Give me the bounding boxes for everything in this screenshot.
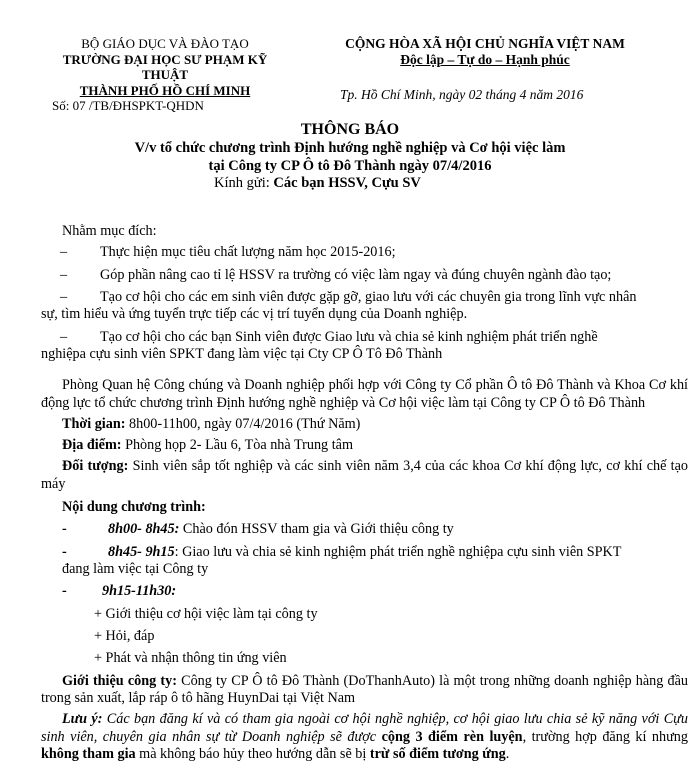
program-slot: [62, 544, 688, 561]
document-number: Số: 07 /TB/ĐHSPKT-QHDN: [52, 98, 204, 113]
slot-text: Chào đón HSSV tham gia và Giới thiệu công ty: [179, 521, 454, 538]
place-line: [62, 437, 688, 454]
city-name: THÀNH PHỐ HỒ CHÍ MINH: [79, 82, 251, 98]
time-line: [62, 416, 688, 433]
company-intro: [41, 673, 688, 708]
note-text: mà không báo hủy theo hướng dẫn sẽ bị: [135, 745, 370, 762]
program-slot: [62, 521, 688, 538]
purpose-item: [60, 329, 688, 346]
purpose-item: [60, 244, 688, 261]
nation-name: CỘNG HÒA XÃ HỘI CHỦ NGHĨA VIỆT NAM: [345, 36, 625, 51]
place-value: Phòng họp 2- Lầu 6, Tòa nhà Trung tâm: [121, 437, 353, 454]
title-subject-line2: tại Công ty CP Ô tô Đô Thành ngày 07/4/2016: [208, 158, 492, 174]
list-bullet: -: [62, 521, 67, 538]
slot-text: : Giao lưu và chia sẻ kinh nghiệm phát triển nghề nghiệpa cựu sinh viên SPKT: [174, 543, 622, 560]
target-label: Đối tượng:: [62, 458, 129, 475]
slot-time: 8h00- 8h45:: [108, 521, 180, 538]
note-text: , trường hợp đăng kí nhưng: [522, 728, 688, 745]
list-dash: –: [60, 244, 68, 261]
slot-time: 8h45- 9h15: [108, 543, 175, 560]
slot-subitem: + Giới thiệu cơ hội việc làm tại công ty: [94, 605, 318, 622]
university-name: TRƯỜNG ĐẠI HỌC SƯ PHẠM KỸ THUẬT: [62, 51, 268, 82]
slot-text-continuation: đang làm việc tại Công ty: [62, 561, 209, 577]
note-paragraph: [41, 711, 688, 763]
notice-body: [41, 223, 688, 763]
program-slot: [62, 583, 688, 600]
time-label: Thời gian:: [62, 415, 126, 432]
purpose-item-text: Góp phần nâng cao tỉ lệ HSSV ra trường có việc làm ngay và đúng chuyên ngành đào tạo;: [100, 266, 612, 283]
purpose-item-continuation: nghiệpa cựu sinh viên SPKT đang làm việc tại Cty CP Ô Tô Đô Thành: [41, 345, 443, 362]
slot-time: 9h15-11h30:: [102, 583, 177, 600]
company-label: Giới thiệu công ty:: [62, 672, 177, 689]
note-text: Các bạn đăng kí và có tham gia ngoài cơ hội nghề nghiệp, cơ hội giao lưu chia sẻ kỹ năng với Cựu sinh viên, chuyên gia nhân sự từ Doanh nghiệp sẽ được: [41, 711, 688, 745]
program-heading: Nội dung chương trình:: [62, 499, 206, 516]
note-end: .: [505, 745, 510, 762]
list-bullet: -: [62, 583, 67, 600]
list-dash: –: [60, 288, 68, 305]
note-absent: không tham gia: [41, 745, 136, 762]
list-dash: –: [60, 266, 68, 283]
target-value: Sinh viên sắp tốt nghiệp và các sinh viên năm 3,4 của các khoa Cơ khí động lực, cơ khí chế tạo máy: [41, 458, 688, 492]
purpose-item-text: Tạo cơ hội cho các em sinh viên được gặp gỡ, giao lưu với các chuyên gia trong lĩnh vực nhân: [100, 288, 637, 305]
company-text: Công ty CP Ô tô Đô Thành (DoThanhAuto) là một trong những doanh nghiệp hàng đầu trong sản xuất, lắp ráp ô tô hãng HuynDai tại Việt Nam: [41, 672, 688, 706]
purpose-item-text: Thực hiện mục tiêu chất lượng năm học 2015-2016;: [100, 244, 396, 261]
slot-subitem: + Phát và nhận thông tin ứng viên: [94, 650, 287, 667]
purpose-item: [60, 267, 688, 284]
title-heading: THÔNG BÁO: [300, 121, 400, 138]
note-label: Lưu ý:: [62, 711, 103, 728]
list-dash: –: [60, 328, 68, 345]
place-label: Địa điểm:: [62, 437, 122, 454]
recipient-value: Các bạn HSSV, Cựu SV: [273, 175, 421, 191]
purpose-item: [60, 289, 688, 306]
slot-subitem: + Hỏi, đáp: [94, 627, 155, 644]
issue-date: Tp. Hồ Chí Minh, ngày 02 tháng 4 năm 2016: [340, 87, 584, 102]
note-penalty: trừ số điểm tương ứng: [369, 745, 506, 762]
national-header: [300, 36, 670, 68]
list-bullet: -: [62, 543, 67, 560]
ministry-name: BỘ GIÁO DỤC VÀ ĐÀO TẠO: [81, 36, 249, 51]
target-line: [41, 458, 688, 493]
national-motto: Độc lập – Tự do – Hạnh phúc: [400, 52, 570, 67]
notice-title: [0, 120, 700, 175]
time-value: 8h00-11h00, ngày 07/4/2016 (Thứ Năm): [125, 415, 361, 432]
recipient-line: [214, 175, 421, 193]
intro-paragraph: Phòng Quan hệ Công chúng và Doanh nghiệp phối hợp với Công ty Cổ phần Ô tô Đô Thành và Khoa Cơ khí động lực tổ chức chương trình Định hướng nghề nghiệp và Cơ hội việc làm tại Công ty CP Ô tô Đô Thành: [41, 377, 688, 411]
purpose-item-text: Tạo cơ hội cho các bạn Sinh viên được Giao lưu và chia sẻ kinh nghiệm phát triển nghề: [100, 328, 598, 345]
purpose-intro: Nhằm mục đích:: [62, 223, 157, 239]
note-bonus: cộng 3 điểm rèn luyện: [381, 728, 523, 745]
title-subject-line1: V/v tổ chức chương trình Định hướng nghề nghiệp và Cơ hội việc làm: [134, 140, 566, 156]
purpose-item-continuation: sự, tìm hiểu và ứng tuyển trực tiếp các vị trí tuyển dụng của Doanh nghiệp.: [41, 306, 468, 323]
recipient-label: Kính gửi:: [214, 175, 270, 191]
issuer-header: [40, 36, 290, 114]
